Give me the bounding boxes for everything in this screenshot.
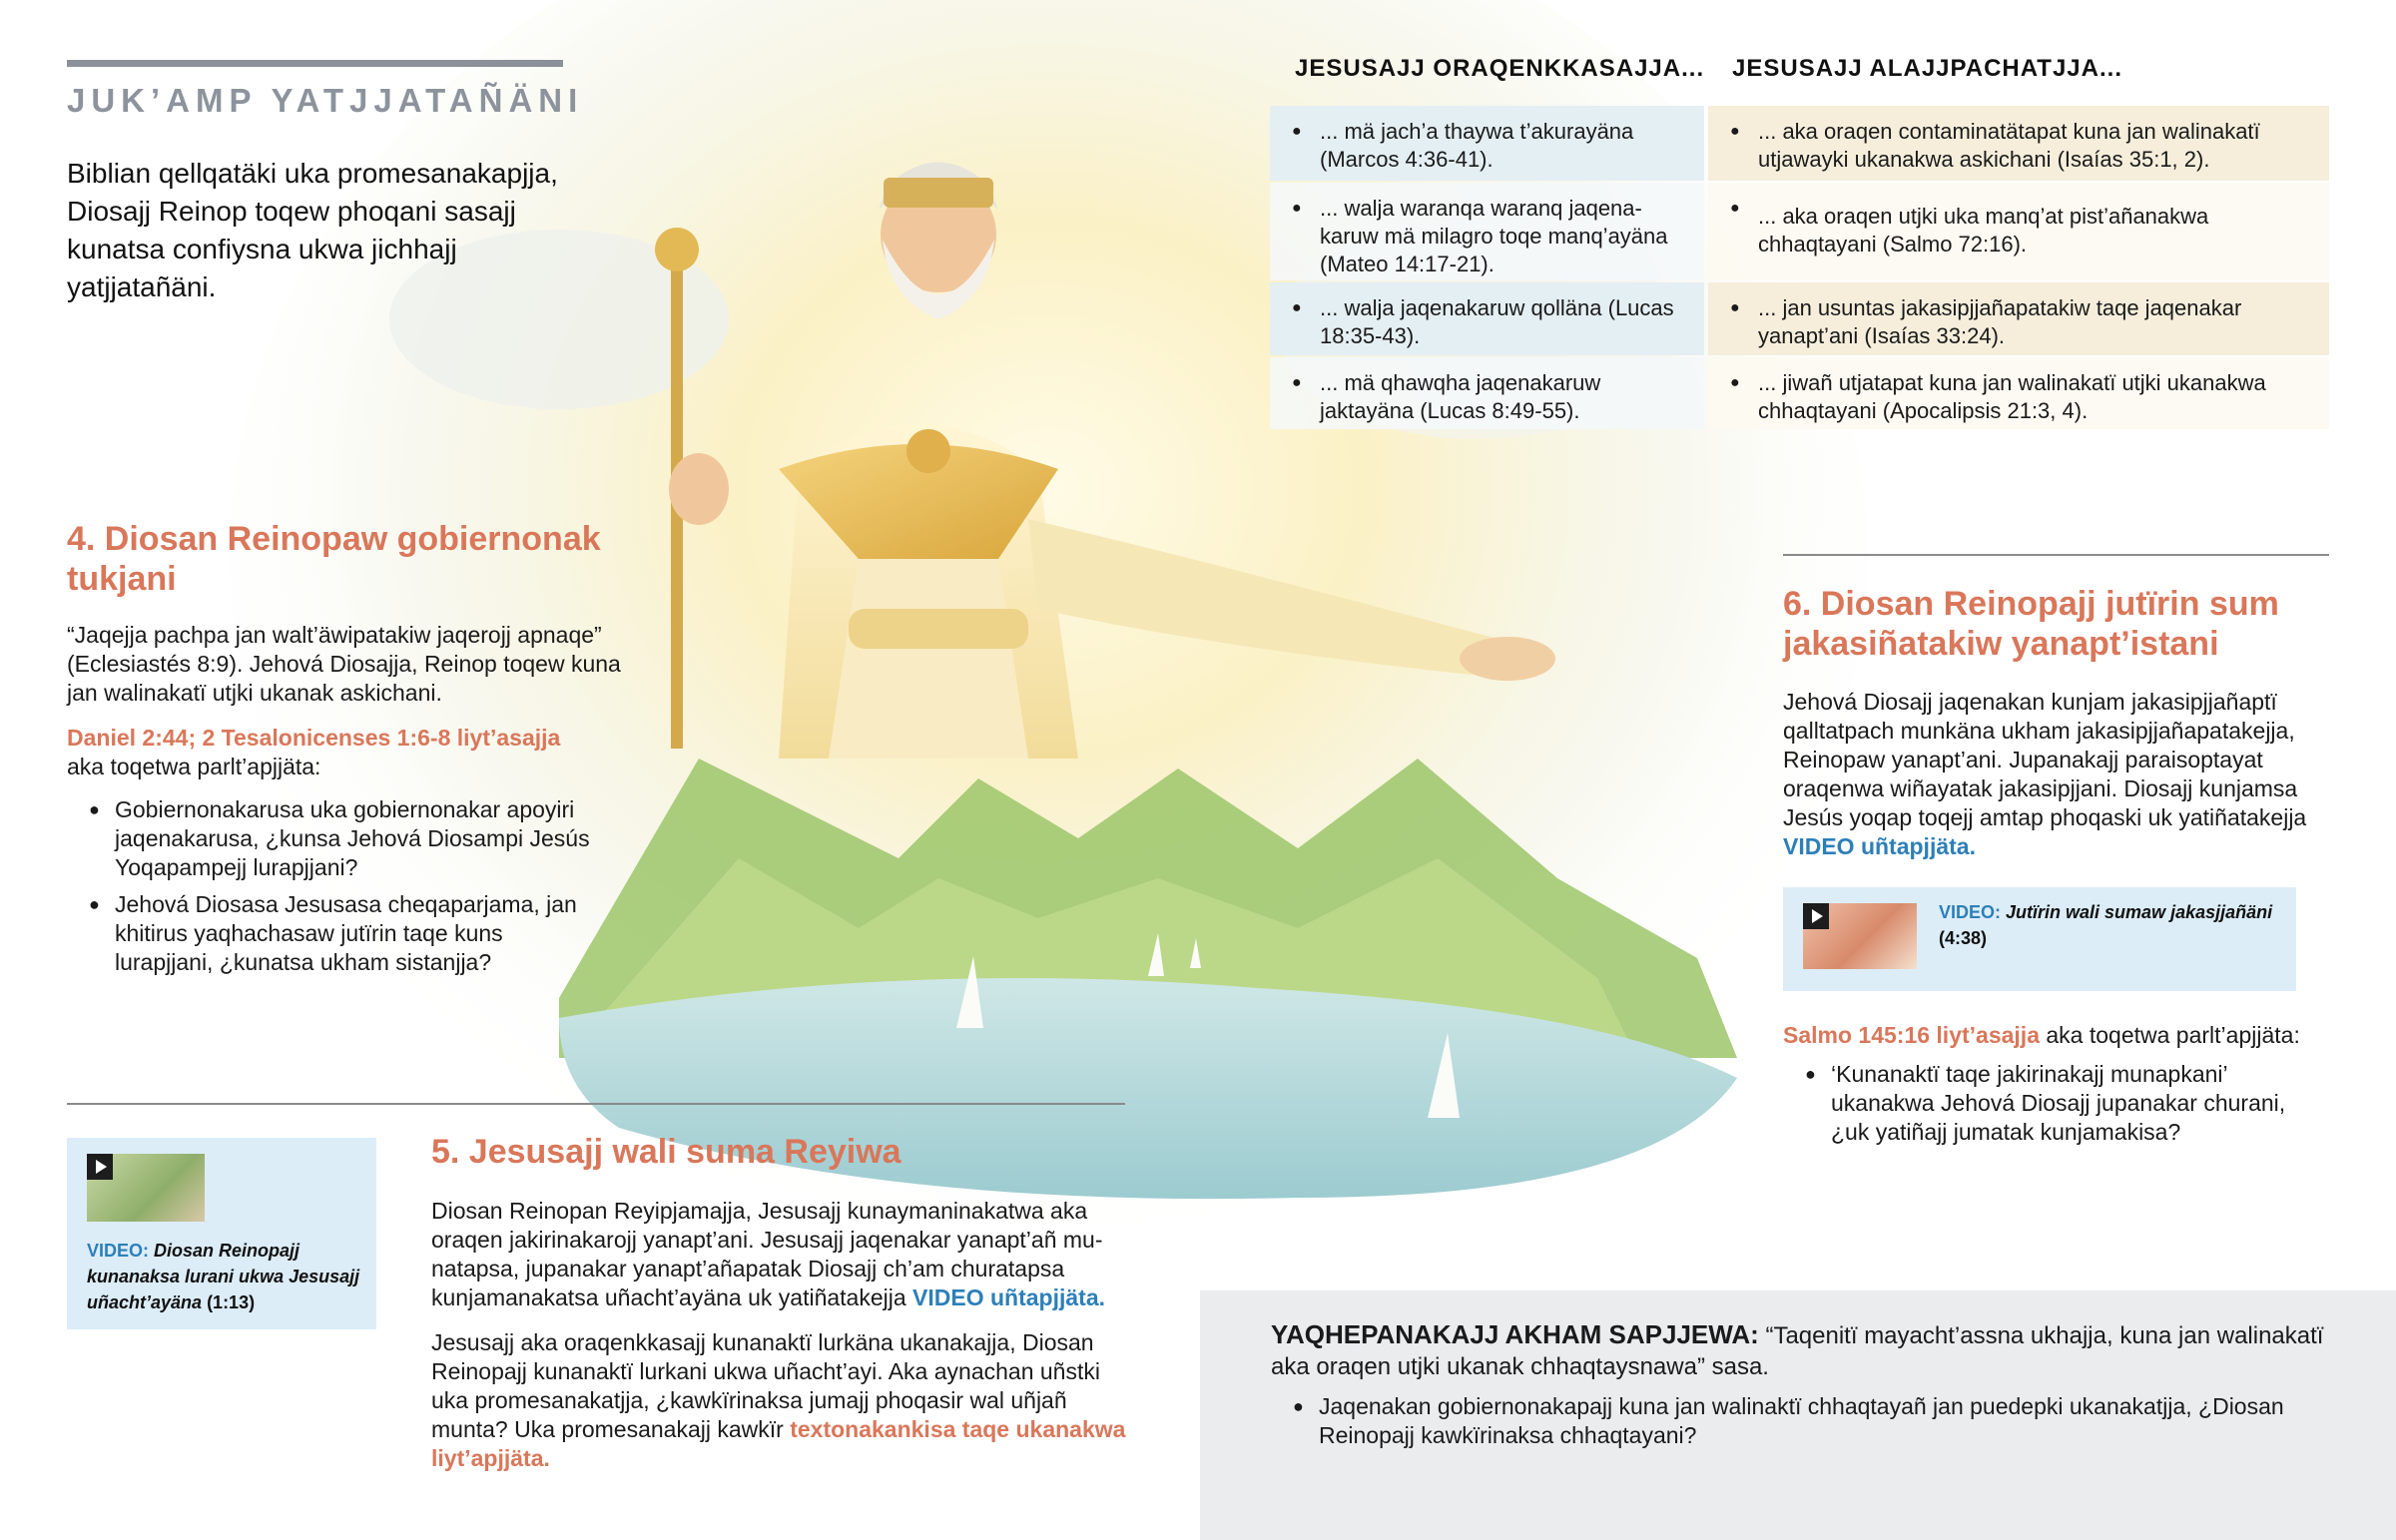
- table-cell-col1-row1: ● ... mä jach’a thaywa t’akurayäna (Marcos 4:36-41).: [1270, 106, 1704, 181]
- section4-title: 4. Diosan Reinopaw gobiernonak tukjani: [67, 520, 601, 598]
- section6-video-link[interactable]: VIDEO uñtapjjäta.: [1783, 833, 1976, 859]
- section6-reference: [1783, 1021, 2362, 1050]
- video-title: Diosan Reinopajj kunanaksa lurani ukwa Jesusajj uñacht’ayäna: [87, 1241, 360, 1312]
- section6-video-label[interactable]: [1939, 899, 2278, 951]
- section5-video-card[interactable]: [67, 1138, 376, 1329]
- table-cell-col2-row3: ● ... jan usuntas jakasipjjañapatakiw taqe jaqenakar yanapt’ani (Isaías 33:24).: [1708, 282, 2329, 355]
- table-cell-col2-row2: ● ... aka oraqen utjki uka manq’at pist’añanakwa chhaqtayani (Salmo 72:16).: [1708, 183, 2329, 280]
- page-title: JUK’AMP YATJJATAÑÄNI: [67, 82, 584, 119]
- section6-paragraph-text: Jehová Diosajj jaqenakan kunjam jakasipjjañaptï qalltatpach munkäna ukham jakasipjjañapatakejja, Reinopaw yanapt’ani. Jupanakajj paraisoptayat oraqenwa wiñayatak jakasipjjani. Diosajj kunjamsa Jesús yoqap toqejj amtap phoqaski uk yatiñatakejja: [1783, 689, 2307, 830]
- section5-video-link[interactable]: VIDEO uñtapjjäta.: [912, 1284, 1106, 1310]
- table-cell-col2-row4: ● ... jiwañ utjatapat kuna jan walinakatï utjki ukanakwa chhaqtayani (Apocalipsis 21:3, 4).: [1708, 357, 2329, 429]
- video-thumbnail[interactable]: [87, 1154, 205, 1222]
- table-cell-col1-row3: ● ... walja jaqenakaruw qolläna (Lucas 18:35-43).: [1270, 282, 1704, 355]
- video-title: Jutïrin wali sumaw jakasjjañäni: [2006, 902, 2273, 922]
- video-thumbnail[interactable]: [1803, 903, 1917, 969]
- video-duration: (4:38): [1939, 928, 1988, 948]
- section5-paragraph1-text: Diosan Reinopan Reyipjamajja, Jesusajj kunaymaninakatwa aka oraqen jakirinakarojj yanapt’ani. Jesusajj jaqenakar yanapt’añ munatapsa, jupanakar yanapt’añapatak Diosajj ch’am churatapsa kunjamanakatsa uñacht’ayäna uk yatiñatakejja: [431, 1198, 1103, 1310]
- section4-reference: [67, 724, 646, 781]
- summary-label: YAQHEPANAKAJJ AKHAM SAPJJEWA:: [1271, 1319, 1759, 1349]
- section-divider: [1783, 554, 2329, 556]
- section5-paragraph1: [431, 1197, 1130, 1312]
- table-col2-header: JESUSAJJ ALAJJPACHATJJA...: [1732, 55, 2122, 82]
- section6-reference-tail: aka toqetwa parlt’apjjäta:: [2046, 1022, 2300, 1048]
- play-icon[interactable]: [1803, 903, 1829, 929]
- section6-title: 6. Diosan Reinopajj jutïrin sum jakasiñatakiw yanapt’istani: [1783, 585, 2279, 663]
- summary-statement: [1271, 1319, 2339, 1382]
- section4-scripture-link[interactable]: Daniel 2:44; 2 Tesalonicenses 1:6-8 liyt’asajja: [67, 725, 561, 751]
- table-cell-col2-row1: ● ... aka oraqen contaminatätapat kuna jan walinakatï utjawayki ukanakwa askichani (Isaías 35:1, 2).: [1708, 106, 2329, 181]
- section5-paragraph2: [431, 1328, 1130, 1473]
- video-word: VIDEO:: [1939, 902, 2002, 922]
- section6-video-card[interactable]: [1783, 887, 2296, 991]
- intro-paragraph: Biblian qellqatäki uka promesanakapjja, Diosajj Reinop toqew phoqani sasajj kunatsa confiysna ukwa jichhajj yatjjatañäni.: [67, 158, 558, 302]
- section4-question: ● Gobiernonakarusa uka gobiernonakar apoyiri jaqenakarusa, ¿kunsa Jehová Diosampi Jesús Yoqapampejj lurapjjani?: [67, 795, 606, 882]
- summary-quote: “Taqenitï mayacht’assna ukhajja, kuna jan walinakatï aka oraqen utjki ukanak chhaqtaysnawa” sasa.: [1271, 1322, 2324, 1380]
- summary-question-list: [1271, 1392, 2329, 1458]
- table-cell-col1-row2: ● ... walja waranqa waranq jaqenakaruw mä milagro toqe manq’ayäna (Mateo 14:17-21).: [1270, 183, 1704, 280]
- section5-video-label[interactable]: [87, 1238, 366, 1315]
- section5-title: 5. Jesusajj wali suma Reyiwa: [431, 1133, 901, 1171]
- section4-question: ● Jehová Diosasa Jesusasa cheqaparjama, jan khitirus yaqhachasaw jutïrin taqe kuns lurapjjani, ¿kunatsa ukham sistanjja?: [67, 890, 606, 977]
- header-rule: [67, 60, 563, 67]
- section6-paragraph: [1783, 688, 2337, 861]
- play-icon[interactable]: [87, 1154, 113, 1180]
- section6-question: ● ‘Kunanaktï taqe jakirinakajj munapkani’ ukanakwa Jehová Diosajj jupanakar churani, ¿uk yatiñajj jumatak kunjamakisa?: [1783, 1060, 2322, 1147]
- section5-paragraph2-text: Jesusajj aka oraqenkkasajj kunanaktï lurkäna ukanakajja, Diosan Reinopajj kunanaktï lurkani ukwa uñacht’ayi. Aka aynachan uñstki uka promesanakatjja, ¿kawkïrinaksa jumajj phoqasir wal uñjañ munta? Uka promesanakajj kawkïr: [431, 1329, 1100, 1442]
- summary-question: ● Jaqenakan gobiernonakapajj kuna jan walinaktï chhaqtayañ jan puedepki ukanakatjja, ¿Diosan Reinopajj kawkïrinaksa chhaqtayani?: [1271, 1392, 2329, 1450]
- section5-scripture-link[interactable]: textonakankisa taqe ukanakwa liyt’apjjäta.: [431, 1416, 1126, 1471]
- section4-reference-tail: aka toqetwa parlt’apjjäta:: [67, 754, 321, 779]
- section-divider: [67, 1103, 1125, 1105]
- section6-question-list: [1783, 1060, 2322, 1155]
- section4-paragraph: “Jaqejja pachpa jan walt’äwipatakiw jaqerojj apnaqe” (Eclesiastés 8:9). Jehová Diosajja, Reinop toqew kuna jan walinakatï utjki ukanak askichani.: [67, 622, 621, 706]
- table-cell-col1-row4: ● ... mä qhawqha jaqenakaruw jaktayäna (Lucas 8:49-55).: [1270, 357, 1704, 429]
- table-col1-header: JESUSAJJ ORAQENKKASAJJA...: [1295, 55, 1705, 82]
- video-word: VIDEO:: [87, 1241, 150, 1261]
- video-duration: (1:13): [207, 1292, 256, 1312]
- section6-scripture-link[interactable]: Salmo 145:16 liyt’asajja: [1783, 1022, 2040, 1048]
- section4-question-list: [67, 795, 606, 985]
